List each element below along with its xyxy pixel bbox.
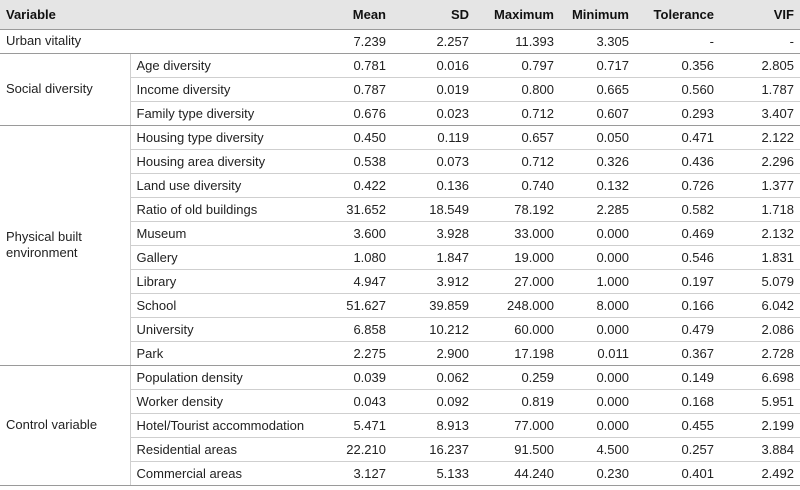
cell-mean: 5.471 <box>310 413 392 437</box>
cell-vif: - <box>720 29 800 53</box>
cell-vif: 1.718 <box>720 197 800 221</box>
cell-tolerance: 0.257 <box>635 437 720 461</box>
cell-maximum: 77.000 <box>475 413 560 437</box>
cell-minimum: 8.000 <box>560 293 635 317</box>
cell-maximum: 0.740 <box>475 173 560 197</box>
cell-vif: 1.787 <box>720 77 800 101</box>
cell-minimum: 0.000 <box>560 413 635 437</box>
cell-tolerance: 0.166 <box>635 293 720 317</box>
cell-sd: 10.212 <box>392 317 475 341</box>
cell-minimum: 0.132 <box>560 173 635 197</box>
table-row <box>0 125 800 149</box>
cell-maximum: 0.819 <box>475 389 560 413</box>
cell-mean: 0.787 <box>310 77 392 101</box>
cell-tolerance: 0.356 <box>635 53 720 77</box>
cell-mean: 22.210 <box>310 437 392 461</box>
cell-sd: 5.133 <box>392 461 475 485</box>
cell-sd: 18.549 <box>392 197 475 221</box>
cell-vif: 3.407 <box>720 101 800 125</box>
cell-maximum: 0.800 <box>475 77 560 101</box>
cell-tolerance: 0.560 <box>635 77 720 101</box>
cell-mean: 31.652 <box>310 197 392 221</box>
variable-name: Library <box>130 269 310 293</box>
cell-vif: 2.122 <box>720 125 800 149</box>
header-vif: VIF <box>720 0 800 29</box>
cell-maximum: 0.259 <box>475 365 560 389</box>
cell-sd: 0.062 <box>392 365 475 389</box>
cell-mean: 0.043 <box>310 389 392 413</box>
cell-tolerance: 0.726 <box>635 173 720 197</box>
header-mean: Mean <box>310 0 392 29</box>
variable-name: School <box>130 293 310 317</box>
cell-mean: 0.676 <box>310 101 392 125</box>
cell-sd: 0.016 <box>392 53 475 77</box>
header-maximum: Maximum <box>475 0 560 29</box>
cell-sd: 0.136 <box>392 173 475 197</box>
cell-sd: 8.913 <box>392 413 475 437</box>
table-row <box>0 53 800 77</box>
cell-vif: 5.951 <box>720 389 800 413</box>
cell-mean: 0.538 <box>310 149 392 173</box>
cell-vif: 2.132 <box>720 221 800 245</box>
cell-tolerance: 0.469 <box>635 221 720 245</box>
cell-vif: 5.079 <box>720 269 800 293</box>
cell-vif: 6.698 <box>720 365 800 389</box>
cell-mean: 0.781 <box>310 53 392 77</box>
header-minimum: Minimum <box>560 0 635 29</box>
cell-minimum: 0.011 <box>560 341 635 365</box>
cell-minimum: 0.000 <box>560 389 635 413</box>
cell-tolerance: 0.367 <box>635 341 720 365</box>
cell-maximum: 60.000 <box>475 317 560 341</box>
cell-minimum: 0.000 <box>560 365 635 389</box>
cell-minimum: 0.717 <box>560 53 635 77</box>
cell-tolerance: 0.168 <box>635 389 720 413</box>
cell-maximum: 11.393 <box>475 29 560 53</box>
cell-tolerance: 0.471 <box>635 125 720 149</box>
cell-sd: 39.859 <box>392 293 475 317</box>
cell-vif: 3.884 <box>720 437 800 461</box>
table-row-urban-vitality <box>0 29 800 53</box>
cell-minimum: 0.326 <box>560 149 635 173</box>
header-sd: SD <box>392 0 475 29</box>
cell-vif: 2.296 <box>720 149 800 173</box>
cell-tolerance: 0.455 <box>635 413 720 437</box>
row-label-urban-vitality: Urban vitality <box>0 29 310 53</box>
cell-sd: 2.257 <box>392 29 475 53</box>
cell-mean: 4.947 <box>310 269 392 293</box>
cell-tolerance: 0.401 <box>635 461 720 485</box>
cell-vif: 1.831 <box>720 245 800 269</box>
variable-name: Income diversity <box>130 77 310 101</box>
header-row <box>0 0 800 29</box>
variable-name: Housing area diversity <box>130 149 310 173</box>
cell-maximum: 17.198 <box>475 341 560 365</box>
cell-mean: 6.858 <box>310 317 392 341</box>
variable-name: Housing type diversity <box>130 125 310 149</box>
cell-maximum: 33.000 <box>475 221 560 245</box>
variable-name: Gallery <box>130 245 310 269</box>
cell-maximum: 27.000 <box>475 269 560 293</box>
cell-vif: 1.377 <box>720 173 800 197</box>
cell-minimum: 1.000 <box>560 269 635 293</box>
cell-vif: 2.199 <box>720 413 800 437</box>
cell-minimum: 0.230 <box>560 461 635 485</box>
variable-name: Residential areas <box>130 437 310 461</box>
variable-name: Commercial areas <box>130 461 310 485</box>
group-label: Physical built environment <box>0 125 130 365</box>
variable-name: Ratio of old buildings <box>130 197 310 221</box>
cell-sd: 16.237 <box>392 437 475 461</box>
cell-mean: 0.422 <box>310 173 392 197</box>
cell-tolerance: 0.479 <box>635 317 720 341</box>
variable-name: University <box>130 317 310 341</box>
cell-sd: 3.912 <box>392 269 475 293</box>
cell-minimum: 3.305 <box>560 29 635 53</box>
cell-mean: 51.627 <box>310 293 392 317</box>
cell-minimum: 0.607 <box>560 101 635 125</box>
cell-minimum: 0.050 <box>560 125 635 149</box>
cell-mean: 2.275 <box>310 341 392 365</box>
cell-minimum: 0.000 <box>560 317 635 341</box>
cell-sd: 0.092 <box>392 389 475 413</box>
cell-maximum: 0.712 <box>475 101 560 125</box>
cell-maximum: 248.000 <box>475 293 560 317</box>
variable-name: Age diversity <box>130 53 310 77</box>
cell-sd: 2.900 <box>392 341 475 365</box>
cell-vif: 2.805 <box>720 53 800 77</box>
cell-vif: 6.042 <box>720 293 800 317</box>
header-tolerance: Tolerance <box>635 0 720 29</box>
table-body <box>0 29 800 485</box>
cell-vif: 2.086 <box>720 317 800 341</box>
variable-name: Land use diversity <box>130 173 310 197</box>
cell-mean: 0.039 <box>310 365 392 389</box>
variable-name: Family type diversity <box>130 101 310 125</box>
cell-minimum: 4.500 <box>560 437 635 461</box>
cell-maximum: 0.797 <box>475 53 560 77</box>
cell-sd: 0.023 <box>392 101 475 125</box>
cell-tolerance: 0.293 <box>635 101 720 125</box>
cell-sd: 0.119 <box>392 125 475 149</box>
cell-minimum: 0.665 <box>560 77 635 101</box>
cell-mean: 0.450 <box>310 125 392 149</box>
cell-minimum: 0.000 <box>560 221 635 245</box>
variable-name: Population density <box>130 365 310 389</box>
cell-mean: 1.080 <box>310 245 392 269</box>
cell-mean: 3.127 <box>310 461 392 485</box>
group-label: Control variable <box>0 365 130 485</box>
variable-name: Museum <box>130 221 310 245</box>
cell-sd: 3.928 <box>392 221 475 245</box>
group-label: Social diversity <box>0 53 130 125</box>
cell-sd: 0.019 <box>392 77 475 101</box>
cell-tolerance: 0.546 <box>635 245 720 269</box>
header-variable: Variable <box>0 0 310 29</box>
cell-minimum: 2.285 <box>560 197 635 221</box>
cell-sd: 1.847 <box>392 245 475 269</box>
cell-tolerance: 0.436 <box>635 149 720 173</box>
cell-maximum: 19.000 <box>475 245 560 269</box>
cell-tolerance: 0.582 <box>635 197 720 221</box>
cell-maximum: 44.240 <box>475 461 560 485</box>
variable-name: Worker density <box>130 389 310 413</box>
cell-minimum: 0.000 <box>560 245 635 269</box>
cell-maximum: 0.657 <box>475 125 560 149</box>
cell-maximum: 91.500 <box>475 437 560 461</box>
cell-tolerance: 0.197 <box>635 269 720 293</box>
cell-mean: 7.239 <box>310 29 392 53</box>
variable-name: Park <box>130 341 310 365</box>
cell-tolerance: 0.149 <box>635 365 720 389</box>
cell-mean: 3.600 <box>310 221 392 245</box>
table-row <box>0 365 800 389</box>
cell-sd: 0.073 <box>392 149 475 173</box>
cell-vif: 2.492 <box>720 461 800 485</box>
variable-name: Hotel/Tourist accommodation <box>130 413 310 437</box>
cell-vif: 2.728 <box>720 341 800 365</box>
cell-maximum: 78.192 <box>475 197 560 221</box>
cell-maximum: 0.712 <box>475 149 560 173</box>
cell-tolerance: - <box>635 29 720 53</box>
